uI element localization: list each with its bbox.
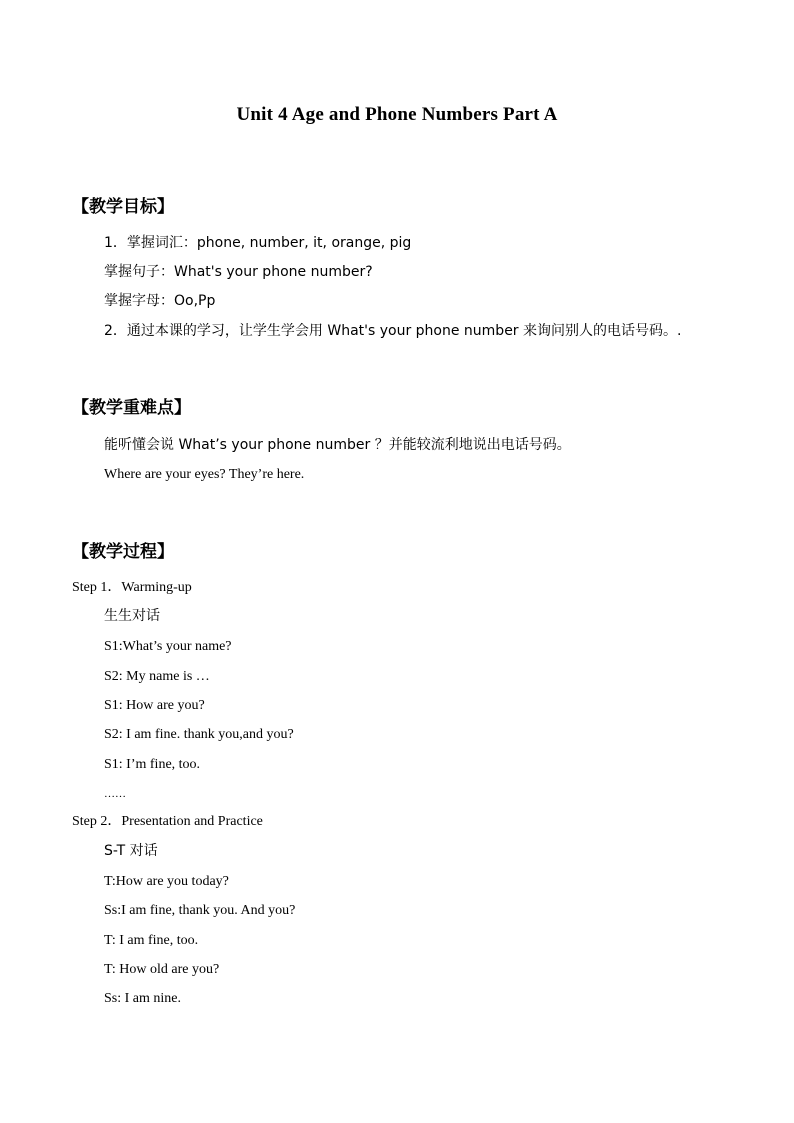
dialogue-line: S2: My name is … <box>104 669 210 684</box>
dialogue-line: Ss:I am fine, thank you. And you? <box>104 903 296 918</box>
dialogue-line: S1:What’s your name? <box>104 639 232 654</box>
section-heading-process: 【教学过程】 <box>72 542 174 562</box>
dialogue-line: S-T 对话 <box>104 843 158 859</box>
key-point-line: 能听懂会说 What’s your phone number ？并能较流利地说出电话号码。 <box>104 437 571 453</box>
objective-line: 2．通过本课的学习，让学生学会用 What's your phone number 来询问别人的电话号码。. <box>104 323 682 339</box>
dialogue-line: 生生对话 <box>104 608 160 624</box>
step-label: Step 2．Presentation and Practice <box>72 814 263 829</box>
dialogue-line: Ss: I am nine. <box>104 991 181 1006</box>
dialogue-line: S2: I am fine. thank you,and you? <box>104 727 294 742</box>
section-heading-key-points: 【教学重难点】 <box>72 398 191 418</box>
key-point-line: Where are your eyes? They’re here. <box>104 467 305 482</box>
document-title: Unit 4 Age and Phone Numbers Part A <box>236 104 558 125</box>
step-label: Step 1．Warming-up <box>72 580 192 595</box>
objective-line: 掌握句子：What's your phone number? <box>104 264 373 280</box>
section-heading-objectives: 【教学目标】 <box>72 197 174 217</box>
dialogue-line: S1: I’m fine, too. <box>104 757 201 772</box>
objective-line: 1．掌握词汇：phone, number, it, orange, pig <box>104 235 412 251</box>
objective-line: 掌握字母：Oo,Pp <box>104 293 216 309</box>
dialogue-line: S1: How are you? <box>104 698 205 713</box>
dialogue-line: T: How old are you? <box>104 962 220 977</box>
dialogue-line: T: I am fine, too. <box>104 933 199 948</box>
dialogue-ellipsis: …… <box>104 788 126 800</box>
dialogue-line: T:How are you today? <box>104 874 229 889</box>
